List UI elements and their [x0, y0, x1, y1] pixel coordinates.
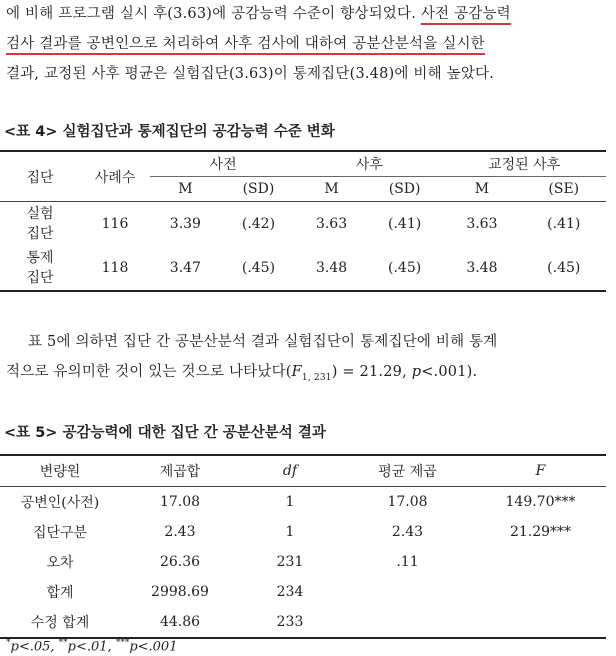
table5-footnote [6, 638, 177, 654]
t4-header-pre-m: M [150, 177, 221, 202]
t5-f: 21.29*** [509, 524, 572, 540]
footnote-text-2: p<.01, [67, 639, 116, 655]
t4-header-adjusted: 교정된 사후 [442, 151, 606, 177]
t5-ms [340, 577, 475, 607]
t4-header-post-sd: (SD) [367, 177, 442, 202]
t5-ms: 2.43 [391, 524, 424, 540]
t5-f [475, 577, 606, 607]
t4-n: 116 [101, 216, 129, 232]
p2-f-subscript: 1, 231 [301, 372, 332, 383]
t5-source: 합계 [46, 585, 74, 601]
table4-caption: <표 4> 실험집단과 통제집단의 공감능력 수준 변화 [4, 124, 335, 140]
t4-adj-m: 3.48 [466, 260, 498, 276]
t4-post-m: 3.63 [315, 216, 348, 232]
t4-pre-sd: (.42) [241, 216, 276, 232]
footnote-star-2: ** [58, 638, 68, 648]
t4-header-adj-se: (SE) [522, 177, 606, 202]
intro-underlined-text-1: 사전 공감능력 [420, 6, 511, 22]
t4-group-cell [0, 246, 80, 291]
intro-line-1 [6, 2, 511, 23]
table-row [0, 246, 606, 291]
p2-mid: ) = 21.29, [331, 364, 412, 380]
t5-header-ms: 평균 제곱 [340, 455, 475, 487]
footnote-star-1: * [6, 638, 11, 648]
t5-df: 233 [276, 614, 304, 630]
table-row [0, 577, 606, 607]
footnote-text-1: p<.05, [10, 639, 59, 655]
t5-ss: 17.08 [159, 494, 201, 510]
table4 [0, 150, 606, 292]
table-row [0, 517, 606, 547]
t4-pre-sd: (.45) [241, 260, 276, 276]
t4-group-line1: 통제 [26, 250, 54, 266]
t5-ms: 17.08 [387, 494, 428, 510]
t4-header-n: 사례수 [80, 151, 150, 202]
t4-group-line2: 집단 [26, 226, 54, 242]
p2-prefix: 적으로 유의미한 것이 있는 것으로 나타났다( [6, 364, 292, 380]
t5-ss: 44.86 [159, 614, 201, 630]
t4-group-line1: 실험 [26, 206, 54, 222]
t5-header-df: df [240, 455, 340, 487]
t4-pre-m: 3.39 [169, 216, 201, 232]
table5-caption: <표 5> 공감능력에 대한 집단 간 공분산분석 결과 [4, 425, 326, 441]
t4-header-pre-sd: (SD) [221, 177, 296, 202]
p2-f-symbol: F [291, 364, 302, 380]
t5-f [475, 607, 606, 638]
table-row [0, 607, 606, 638]
t5-header-ss: 제곱합 [120, 455, 240, 487]
t4-post-sd: (.41) [388, 216, 422, 232]
paragraph2-line-1: 표 5에 의하면 집단 간 공분산분석 결과 실험집단이 통제집단에 비해 통계 [28, 334, 498, 350]
t4-group-cell [0, 202, 80, 247]
t4-group-line2: 집단 [26, 270, 54, 286]
t5-df: 234 [276, 584, 304, 600]
t5-source: 수정 합계 [30, 615, 90, 631]
t5-source: 집단구분 [32, 525, 88, 541]
t4-n: 118 [101, 260, 129, 276]
t5-f: 149.70*** [505, 494, 576, 510]
t4-header-group: 집단 [0, 151, 80, 202]
t4-post-sd: (.45) [388, 260, 422, 276]
p2-p-symbol: p [411, 364, 422, 380]
t4-adj-m: 3.63 [466, 216, 498, 232]
t5-source: 공변인(사전) [20, 495, 100, 511]
table5 [0, 454, 606, 639]
t4-header-post-m: M [296, 177, 367, 202]
t4-post-m: 3.48 [315, 260, 348, 276]
t5-header-f: F [475, 455, 606, 487]
t4-adj-se: (.41) [547, 216, 581, 232]
t5-df: 1 [285, 494, 295, 510]
t5-ss: 2998.69 [151, 584, 209, 600]
t5-ms [340, 607, 475, 638]
footnote-star-3: *** [115, 638, 130, 648]
intro-line-3: 결과, 교정된 사후 평균은 실험집단(3.63)이 통제집단(3.48)에 비해 높았다. [6, 66, 495, 82]
table-row [0, 547, 606, 577]
paragraph2-line-2 [6, 360, 477, 383]
intro-line-1-text: 에 비해 프로그램 실시 후(3.63)에 공감능력 수준이 향상되었다. [6, 6, 417, 22]
t4-header-post: 사후 [296, 151, 442, 177]
intro-line-2 [6, 32, 485, 53]
footnote-text-3: p<.001 [129, 639, 178, 655]
t5-header-source: 변량원 [0, 455, 120, 487]
t4-header-adj-m: M [442, 177, 521, 202]
t4-pre-m: 3.47 [169, 260, 201, 276]
t4-header-pre: 사전 [150, 151, 296, 177]
t5-source: 오차 [46, 555, 74, 571]
table-row [0, 487, 606, 518]
t5-df: 1 [285, 524, 295, 540]
t5-ms: .11 [396, 554, 419, 570]
t5-f [475, 547, 606, 577]
p2-suffix: <.001). [421, 364, 478, 380]
table-row [0, 202, 606, 247]
t4-adj-se: (.45) [547, 260, 581, 276]
t5-ss: 2.43 [164, 524, 196, 540]
t5-df: 231 [276, 554, 304, 570]
intro-underlined-text-2: 검사 결과를 공변인으로 처리하여 사후 검사에 대하여 공분산분석을 실시한 [6, 36, 485, 52]
t5-ss: 26.36 [159, 554, 201, 570]
